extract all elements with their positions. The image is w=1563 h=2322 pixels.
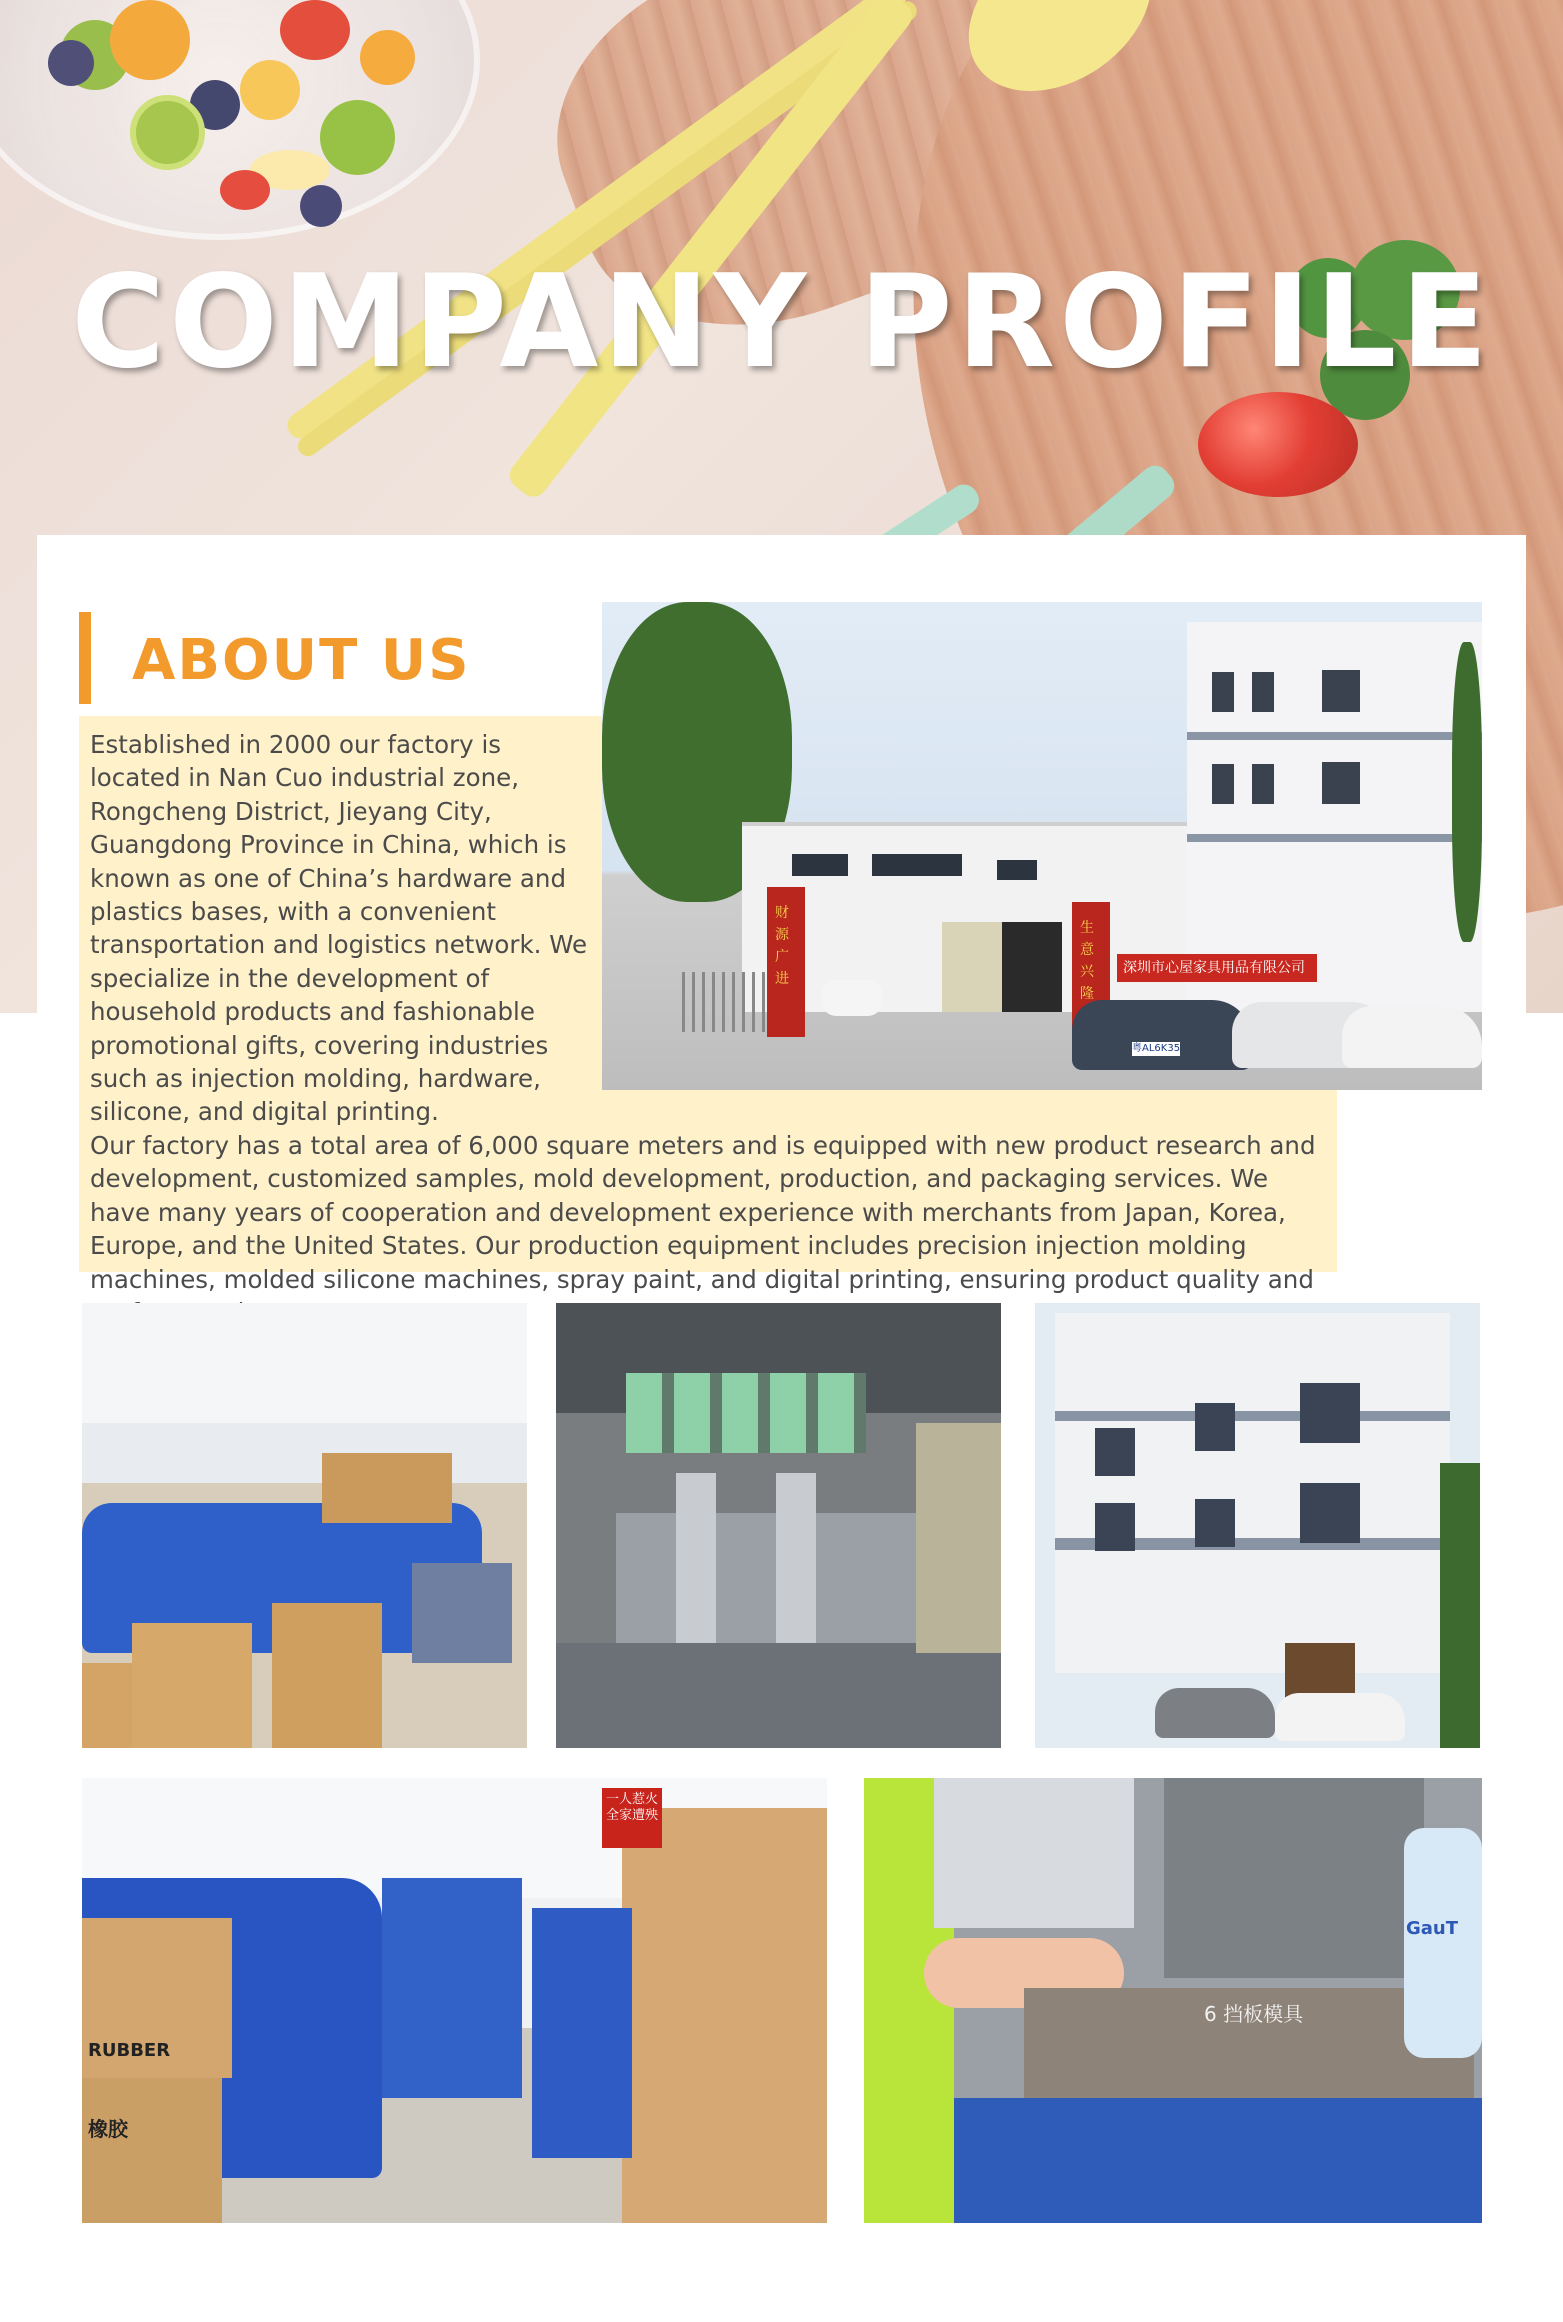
background-window	[916, 1423, 1001, 1653]
cardboard-stack	[622, 1808, 827, 2223]
about-paragraph-2: Our factory has a total area of 6,000 square meters and is equipped with new product research and development, customized samples, mold development, production, and packaging services. We have many years of cooperation and development experience with merchants from Japan, Korea, Europe, and the United States. Our production equipment includes precision injection molding machines, molded silicone machines, spray paint, and digital printing, ensuring product quality and	[90, 1130, 1316, 1294]
floor-stripe	[1055, 1411, 1450, 1421]
window	[1252, 764, 1274, 804]
window	[792, 854, 848, 876]
window	[997, 860, 1037, 880]
about-heading: ABOUT US	[132, 628, 471, 693]
window	[872, 854, 962, 876]
pillar	[776, 1473, 816, 1653]
mold-marking: 6 挡板模具	[1204, 2002, 1304, 2026]
car-white	[1275, 1693, 1405, 1741]
sliding-door	[942, 922, 1002, 1012]
water-bottle	[1404, 1828, 1482, 2058]
warehouse-aisle-photo	[82, 1778, 827, 2223]
floor-stripe	[1187, 834, 1482, 842]
machine-frame	[1164, 1778, 1424, 1978]
gate-couplet-right: 生意兴隆	[1080, 920, 1094, 1002]
building-facade	[1055, 1313, 1450, 1673]
car-gray	[1155, 1688, 1275, 1738]
window	[1095, 1428, 1135, 1476]
cardboard-box	[272, 1603, 382, 1748]
window	[1322, 762, 1360, 804]
ceiling	[82, 1303, 527, 1423]
box-label-chinese: 橡胶	[88, 2117, 128, 2141]
car-dark	[1072, 1000, 1252, 1070]
worker-machine-photo	[864, 1778, 1482, 2223]
pillar	[676, 1473, 716, 1653]
machine-base	[954, 2098, 1482, 2223]
floor-stripe	[1187, 732, 1482, 740]
page-title: COMPANY PROFILE	[71, 248, 1492, 397]
gate-couplet-left: 财源广进	[775, 905, 789, 987]
window	[1212, 672, 1234, 712]
cardboard-box	[322, 1453, 452, 1523]
tree	[1440, 1463, 1480, 1748]
window	[1195, 1403, 1235, 1451]
car-small	[822, 980, 882, 1016]
injection-mold-photo	[556, 1303, 1001, 1748]
heading-accent-bar	[79, 612, 91, 704]
cardboard-box	[82, 1663, 132, 1748]
machine-bed	[556, 1643, 1001, 1748]
window	[1322, 670, 1360, 712]
safety-sign: 一人惹火 全家遭殃	[602, 1788, 662, 1848]
blue-wrapped-goods	[382, 1878, 522, 2098]
company-sign: 深圳市心屋家具用品有限公司	[1117, 954, 1317, 982]
tree	[1452, 642, 1482, 942]
window	[1095, 1503, 1135, 1551]
window	[1212, 764, 1234, 804]
cardboard-box	[82, 2078, 222, 2223]
mold-base	[616, 1513, 916, 1643]
blue-wrapped-goods	[532, 1908, 632, 2158]
window	[1195, 1499, 1235, 1547]
cardboard-box	[132, 1623, 252, 1748]
about-paragraph-1: Established in 2000 our factory is located in Nan Cuo industrial zone, Rongcheng District, Jieyang City, Guangdong Province in China, which is known as one of China’s hardware and plastics bases, with a convenient transportation and logistics network. We specialize in the development of household products and fashionable promotional gifts, covering industries such as injection molding, hardware, silicone, and digital printing.	[90, 730, 588, 1127]
license-plate: 粤AL6K35	[1132, 1043, 1180, 1054]
mold-cavities	[626, 1373, 866, 1453]
window	[1252, 672, 1274, 712]
gate-fence	[682, 972, 772, 1032]
car-white	[1342, 1006, 1482, 1068]
box-label: RUBBER	[88, 2040, 171, 2061]
factory-building-photo	[1035, 1303, 1480, 1748]
window	[1300, 1483, 1360, 1543]
machine-window	[934, 1778, 1134, 1928]
bottle-label: GauT	[1406, 1918, 1459, 1939]
window	[1300, 1383, 1360, 1443]
cart	[412, 1563, 512, 1663]
warehouse-packages-photo	[82, 1303, 527, 1748]
factory-exterior-photo	[602, 602, 1482, 1090]
